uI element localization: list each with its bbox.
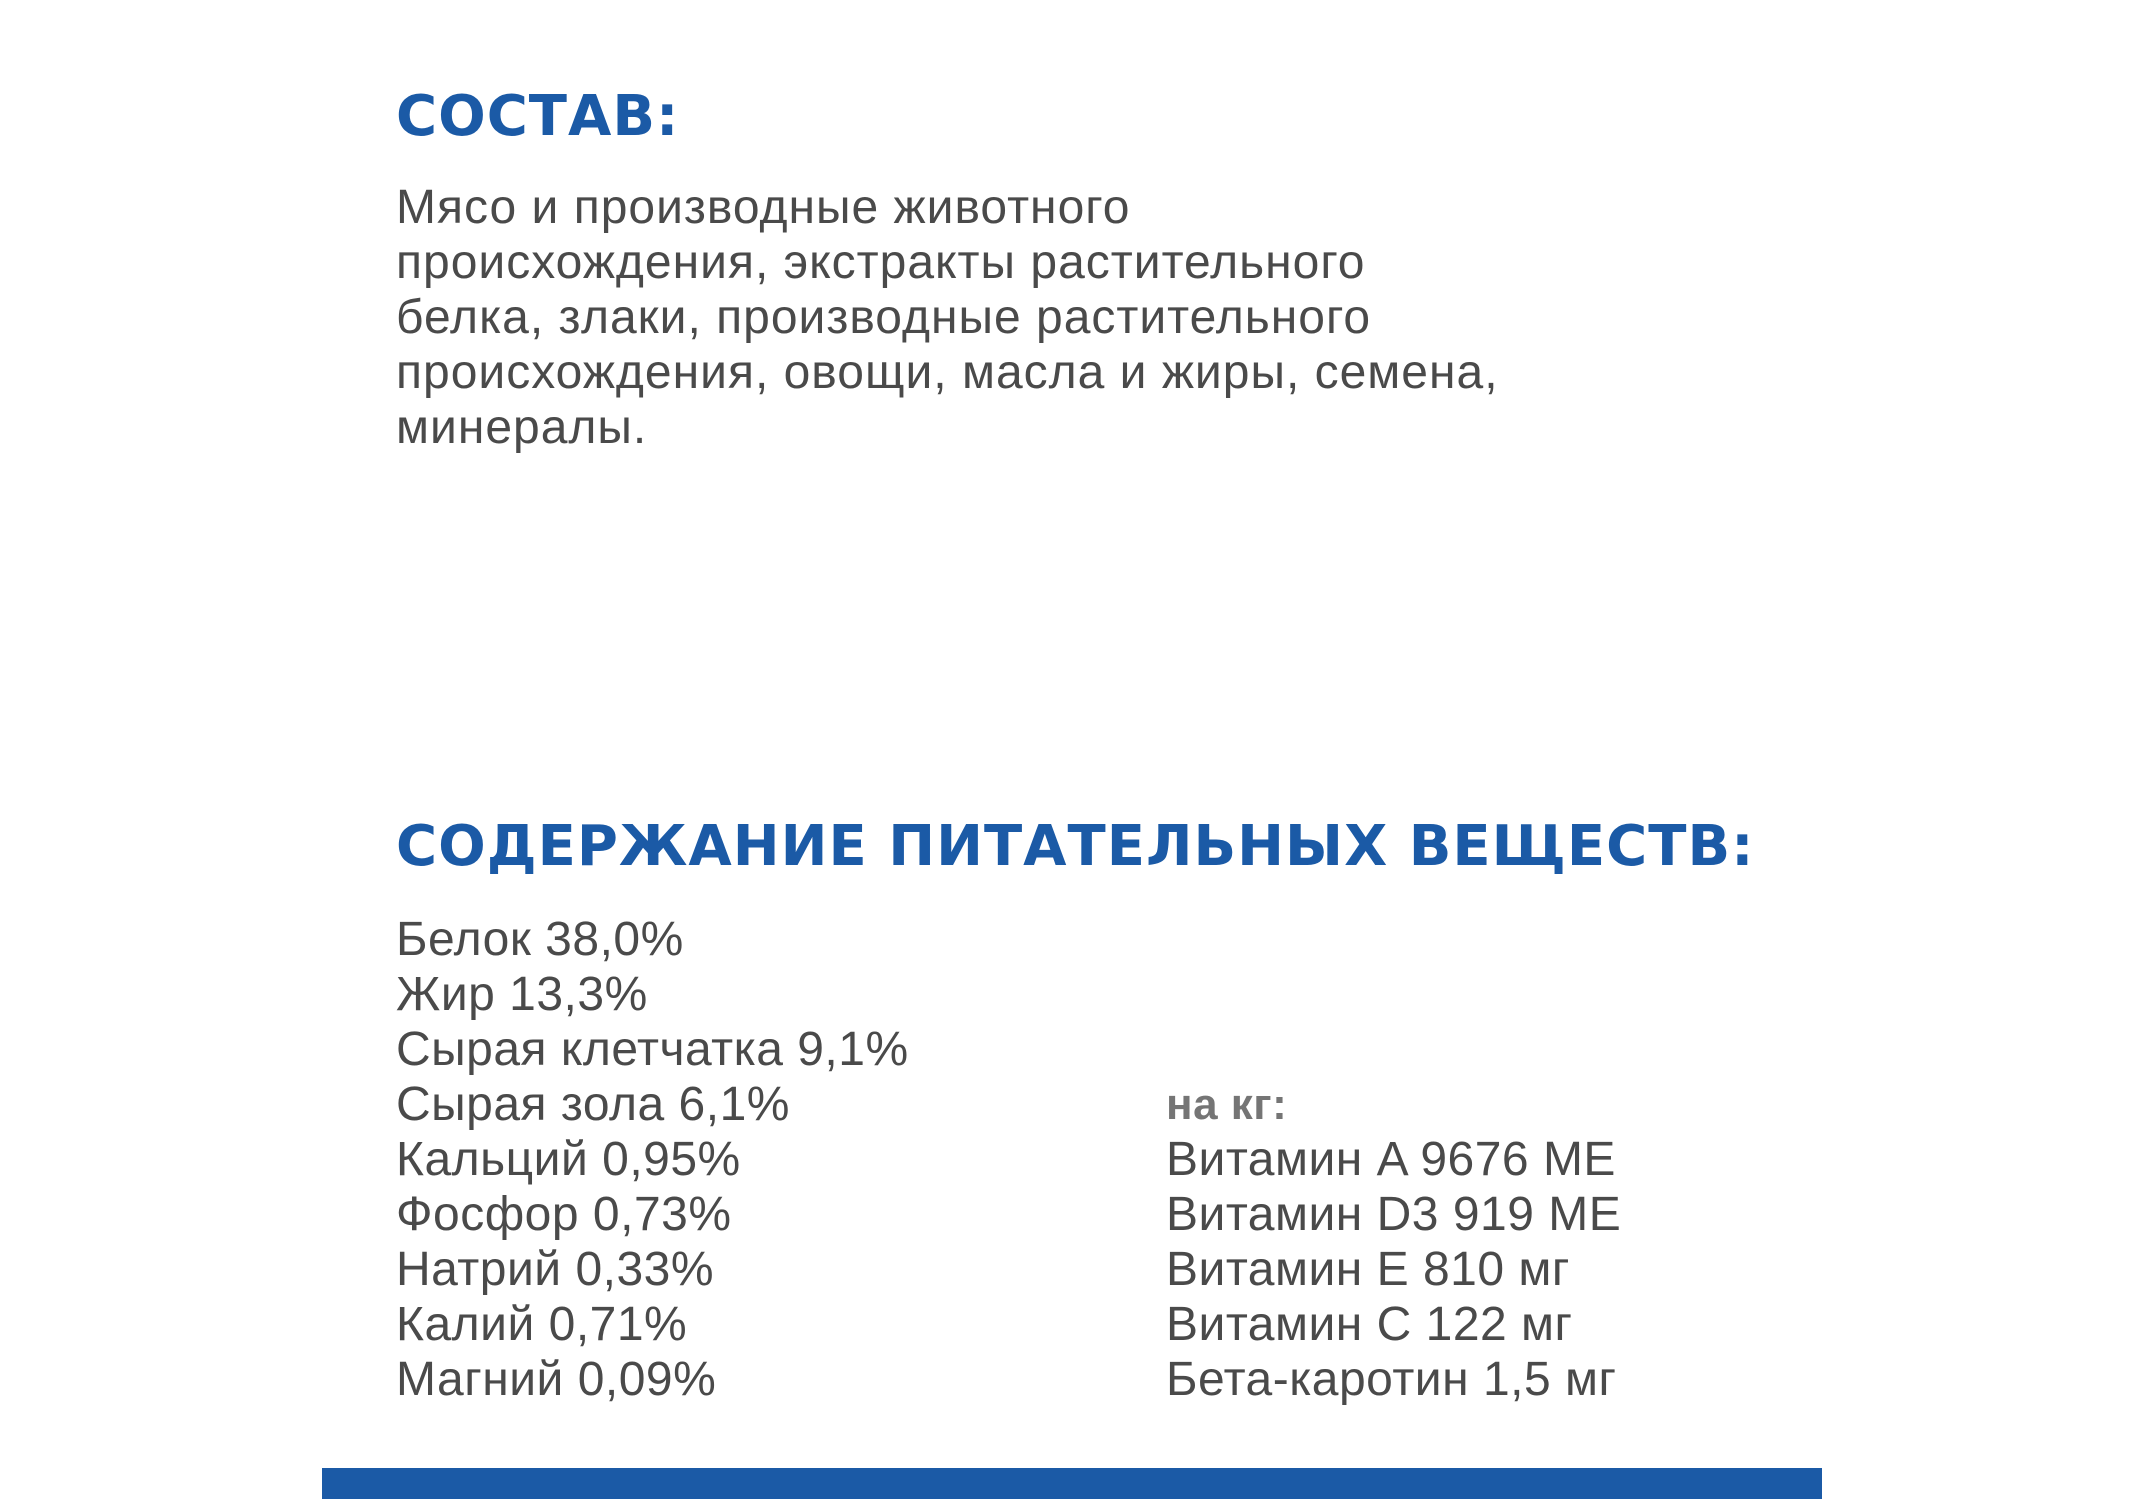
composition-line: белка, злаки, производные растительного [396,291,1372,344]
composition-text [396,180,1716,455]
vitamin-item-beta-carotene: Бета-каротин 1,5 мг [1166,1353,1617,1406]
vitamin-item-d3: Витамин D3 919 ME [1166,1188,1622,1241]
vitamin-item-c: Витамин C 122 мг [1166,1298,1573,1351]
nutrient-list [396,912,909,1407]
vitamin-list [1166,1132,1621,1407]
nutrient-item-magnesium: Магний 0,09% [396,1353,717,1406]
nutrient-item-protein: Белок 38,0% [396,913,684,966]
nutrient-item-potassium: Калий 0,71% [396,1298,688,1351]
composition-heading: СОСТАВ: [396,84,680,149]
vitamin-block [1166,1077,1621,1407]
nutrient-item-crude-ash: Сырая зола 6,1% [396,1078,790,1131]
per-kg-label: на кг: [1166,1080,1288,1129]
bottom-accent-bar [322,1468,1822,1499]
vitamin-item-a: Витамин A 9676 ME [1166,1133,1616,1186]
vitamin-item-e: Витамин E 810 мг [1166,1243,1570,1296]
composition-line: Мясо и производные животного [396,181,1131,234]
nutrient-item-calcium: Кальций 0,95% [396,1133,741,1186]
nutrients-heading: СОДЕРЖАНИЕ ПИТАТЕЛЬНЫХ ВЕЩЕСТВ: [396,814,1755,879]
nutrient-item-fat: Жир 13,3% [396,968,648,1021]
nutrient-item-crude-fiber: Сырая клетчатка 9,1% [396,1023,909,1076]
nutrient-item-phosphorus: Фосфор 0,73% [396,1188,732,1241]
composition-line: минералы. [396,401,648,454]
composition-line: происхождения, экстракты растительного [396,236,1366,289]
nutrient-item-sodium: Натрий 0,33% [396,1243,715,1296]
composition-line: происхождения, овощи, масла и жиры, семена, [396,346,1499,399]
